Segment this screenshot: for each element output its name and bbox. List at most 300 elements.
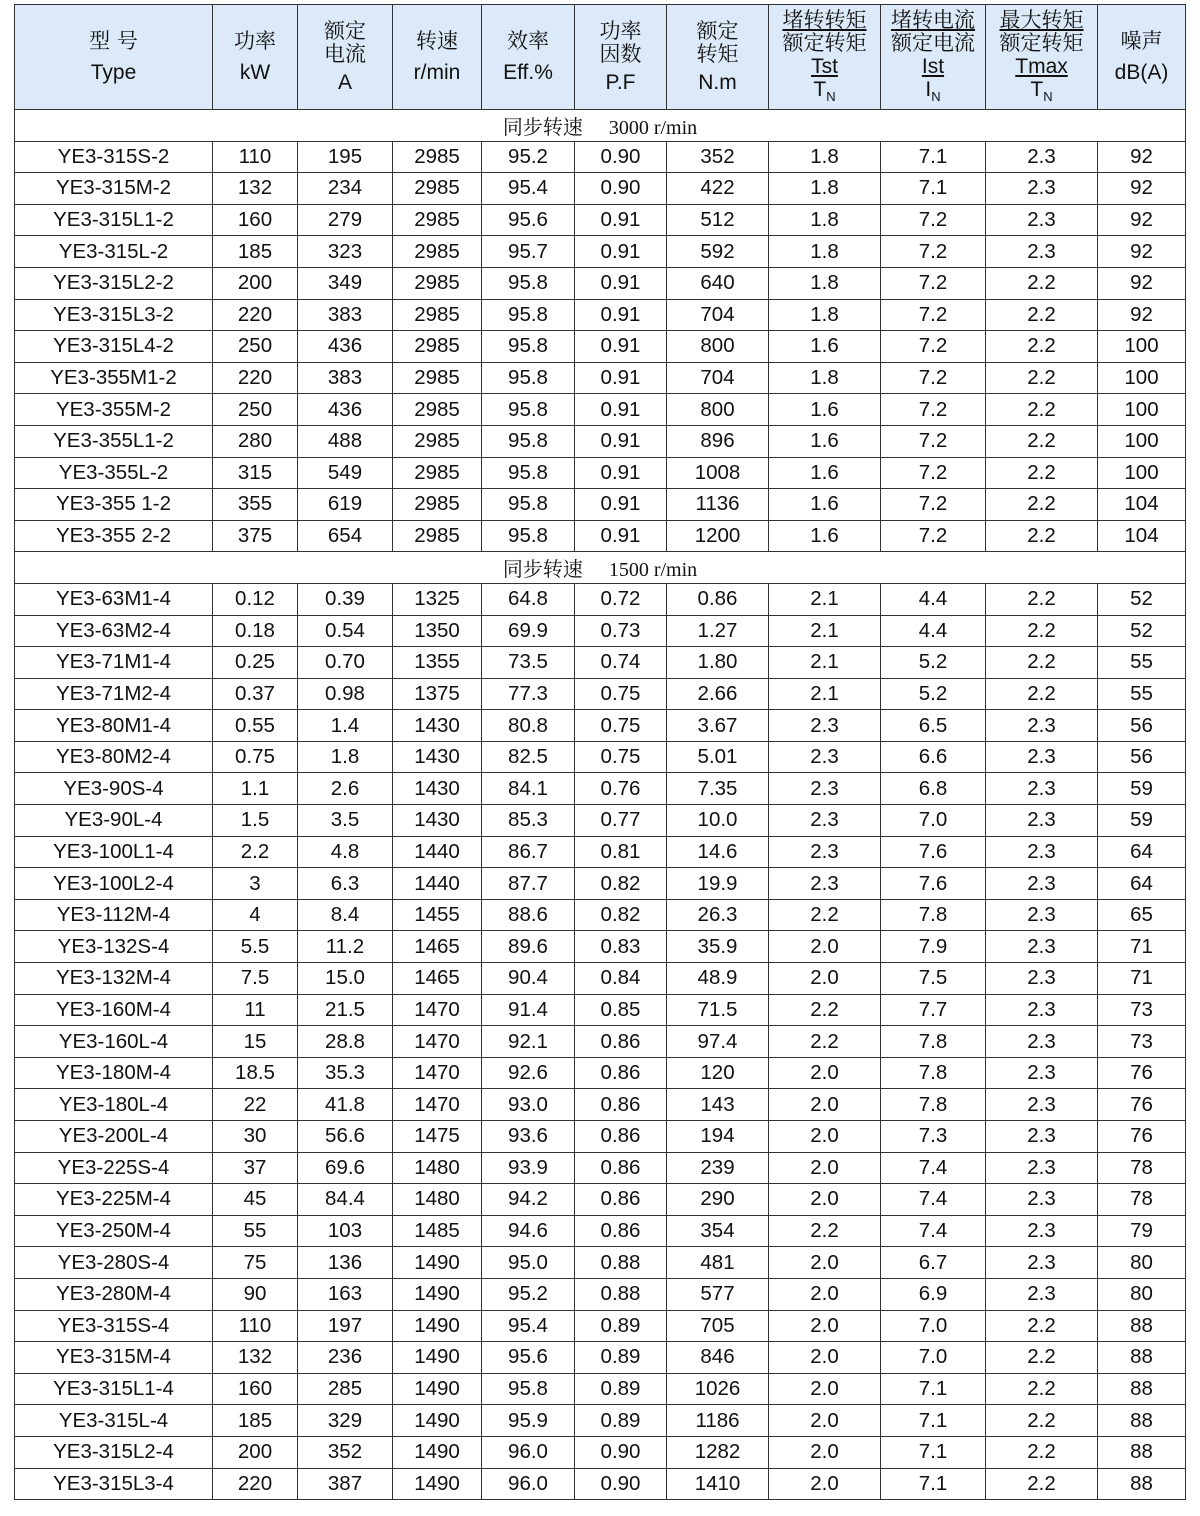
cell-tst-ratio: 2.3 xyxy=(769,741,881,773)
cell-tst-ratio: 1.8 xyxy=(769,299,881,331)
cell-type: YE3-315S-2 xyxy=(15,141,213,173)
cell-tmax-ratio: 2.3 xyxy=(986,1089,1098,1121)
cell-efficiency: 95.8 xyxy=(482,489,575,521)
cell-type: YE3-315L-4 xyxy=(15,1405,213,1437)
cell-efficiency: 88.6 xyxy=(482,899,575,931)
cell-tmax-ratio: 2.3 xyxy=(986,741,1098,773)
table-row xyxy=(15,489,1186,521)
cell-rated-torque: 1136 xyxy=(667,489,769,521)
cell-noise: 52 xyxy=(1098,583,1186,615)
cell-power-factor: 0.86 xyxy=(575,1057,667,1089)
cell-type: YE3-315S-4 xyxy=(15,1310,213,1342)
cell-noise: 88 xyxy=(1098,1405,1186,1437)
cell-ist-ratio: 7.4 xyxy=(881,1184,986,1216)
cell-noise: 59 xyxy=(1098,773,1186,805)
cell-rated-torque: 19.9 xyxy=(667,868,769,900)
cell-power: 160 xyxy=(213,204,298,236)
table-row xyxy=(15,1342,1186,1374)
cell-type: YE3-355M1-2 xyxy=(15,362,213,394)
cell-tmax-ratio: 2.2 xyxy=(986,520,1098,552)
cell-power-factor: 0.77 xyxy=(575,805,667,837)
cell-power-factor: 0.72 xyxy=(575,583,667,615)
cell-tmax-ratio: 2.3 xyxy=(986,931,1098,963)
cell-current: 197 xyxy=(298,1310,393,1342)
table-row xyxy=(15,1184,1186,1216)
cell-power: 7.5 xyxy=(213,963,298,995)
section-label xyxy=(15,552,1186,584)
cell-tst-ratio: 1.6 xyxy=(769,489,881,521)
cell-type: YE3-355L1-2 xyxy=(15,425,213,457)
cell-tmax-ratio: 2.3 xyxy=(986,868,1098,900)
cell-tmax-ratio: 2.3 xyxy=(986,1278,1098,1310)
cell-rated-torque: 512 xyxy=(667,204,769,236)
cell-ist-ratio: 7.1 xyxy=(881,1468,986,1500)
header-efficiency: 效率 Eff.% xyxy=(482,5,575,110)
table-row xyxy=(15,1436,1186,1468)
cell-current: 28.8 xyxy=(298,1026,393,1058)
cell-power: 11 xyxy=(213,994,298,1026)
cell-current: 15.0 xyxy=(298,963,393,995)
cell-power: 0.55 xyxy=(213,710,298,742)
cell-rated-torque: 1008 xyxy=(667,457,769,489)
cell-tst-ratio: 1.8 xyxy=(769,204,881,236)
cell-rated-torque: 290 xyxy=(667,1184,769,1216)
cell-tst-ratio: 2.2 xyxy=(769,994,881,1026)
cell-tmax-ratio: 2.2 xyxy=(986,615,1098,647)
table-row xyxy=(15,583,1186,615)
cell-tmax-ratio: 2.3 xyxy=(986,773,1098,805)
cell-current: 436 xyxy=(298,331,393,363)
table-row xyxy=(15,868,1186,900)
cell-speed: 2985 xyxy=(393,489,482,521)
table-row xyxy=(15,141,1186,173)
cell-power-factor: 0.83 xyxy=(575,931,667,963)
cell-speed: 1490 xyxy=(393,1247,482,1279)
cell-power: 250 xyxy=(213,394,298,426)
cell-rated-torque: 577 xyxy=(667,1278,769,1310)
cell-noise: 88 xyxy=(1098,1468,1186,1500)
cell-ist-ratio: 7.0 xyxy=(881,1310,986,1342)
cell-speed: 1375 xyxy=(393,678,482,710)
cell-speed: 2985 xyxy=(393,299,482,331)
cell-power: 0.18 xyxy=(213,615,298,647)
cell-power: 220 xyxy=(213,1468,298,1500)
cell-speed: 1480 xyxy=(393,1152,482,1184)
table-row xyxy=(15,710,1186,742)
cell-power-factor: 0.91 xyxy=(575,489,667,521)
cell-power-factor: 0.91 xyxy=(575,236,667,268)
cell-noise: 73 xyxy=(1098,1026,1186,1058)
cell-current: 56.6 xyxy=(298,1121,393,1153)
cell-tmax-ratio: 2.3 xyxy=(986,836,1098,868)
cell-ist-ratio: 7.8 xyxy=(881,899,986,931)
cell-rated-torque: 1200 xyxy=(667,520,769,552)
table-row xyxy=(15,362,1186,394)
cell-type: YE3-100L2-4 xyxy=(15,868,213,900)
cell-current: 84.4 xyxy=(298,1184,393,1216)
cell-power: 160 xyxy=(213,1373,298,1405)
section-label-speed: 1500 r/min xyxy=(608,559,698,582)
cell-rated-torque: 143 xyxy=(667,1089,769,1121)
motor-spec-sheet xyxy=(14,4,1186,1500)
cell-tmax-ratio: 2.2 xyxy=(986,1468,1098,1500)
cell-ist-ratio: 7.0 xyxy=(881,805,986,837)
cell-speed: 2985 xyxy=(393,362,482,394)
cell-current: 387 xyxy=(298,1468,393,1500)
cell-type: YE3-63M1-4 xyxy=(15,583,213,615)
cell-efficiency: 95.6 xyxy=(482,204,575,236)
cell-ist-ratio: 7.8 xyxy=(881,1089,986,1121)
cell-power: 1.5 xyxy=(213,805,298,837)
cell-noise: 73 xyxy=(1098,994,1186,1026)
cell-efficiency: 95.4 xyxy=(482,173,575,205)
cell-noise: 76 xyxy=(1098,1121,1186,1153)
cell-power: 5.5 xyxy=(213,931,298,963)
cell-power-factor: 0.74 xyxy=(575,647,667,679)
cell-tmax-ratio: 2.2 xyxy=(986,1310,1098,1342)
section-header-row xyxy=(15,552,1186,584)
table-row xyxy=(15,1057,1186,1089)
cell-power-factor: 0.91 xyxy=(575,394,667,426)
cell-noise: 92 xyxy=(1098,204,1186,236)
cell-rated-torque: 1282 xyxy=(667,1436,769,1468)
cell-tst-ratio: 2.1 xyxy=(769,647,881,679)
cell-power: 4 xyxy=(213,899,298,931)
cell-tmax-ratio: 2.3 xyxy=(986,236,1098,268)
table-row xyxy=(15,1310,1186,1342)
cell-type: YE3-80M2-4 xyxy=(15,741,213,773)
cell-type: YE3-315L1-4 xyxy=(15,1373,213,1405)
cell-current: 234 xyxy=(298,173,393,205)
cell-tst-ratio: 2.0 xyxy=(769,1405,881,1437)
cell-tmax-ratio: 2.3 xyxy=(986,994,1098,1026)
cell-tmax-ratio: 2.2 xyxy=(986,583,1098,615)
cell-type: YE3-90S-4 xyxy=(15,773,213,805)
cell-tmax-ratio: 2.2 xyxy=(986,362,1098,394)
cell-noise: 64 xyxy=(1098,868,1186,900)
cell-tmax-ratio: 2.3 xyxy=(986,899,1098,931)
cell-current: 0.54 xyxy=(298,615,393,647)
cell-speed: 2985 xyxy=(393,236,482,268)
cell-power: 45 xyxy=(213,1184,298,1216)
cell-rated-torque: 640 xyxy=(667,267,769,299)
header-row xyxy=(15,5,1186,110)
cell-speed: 1490 xyxy=(393,1436,482,1468)
cell-power: 75 xyxy=(213,1247,298,1279)
cell-tmax-ratio: 2.3 xyxy=(986,173,1098,205)
cell-noise: 76 xyxy=(1098,1057,1186,1089)
cell-efficiency: 96.0 xyxy=(482,1436,575,1468)
cell-ist-ratio: 5.2 xyxy=(881,678,986,710)
cell-type: YE3-71M1-4 xyxy=(15,647,213,679)
cell-current: 69.6 xyxy=(298,1152,393,1184)
cell-power-factor: 0.89 xyxy=(575,1310,667,1342)
cell-efficiency: 94.6 xyxy=(482,1215,575,1247)
cell-power: 0.12 xyxy=(213,583,298,615)
cell-power-factor: 0.86 xyxy=(575,1089,667,1121)
cell-power-factor: 0.75 xyxy=(575,678,667,710)
cell-type: YE3-315L3-2 xyxy=(15,299,213,331)
section-label-speed: 3000 r/min xyxy=(608,116,698,139)
cell-power-factor: 0.82 xyxy=(575,899,667,931)
cell-ist-ratio: 7.2 xyxy=(881,425,986,457)
cell-tst-ratio: 1.8 xyxy=(769,267,881,299)
cell-power-factor: 0.89 xyxy=(575,1373,667,1405)
cell-power: 0.37 xyxy=(213,678,298,710)
header-current: 额定电流 A xyxy=(298,5,393,110)
cell-efficiency: 95.8 xyxy=(482,457,575,489)
cell-power-factor: 0.89 xyxy=(575,1342,667,1374)
header-locked-torque-ratio: 堵转转矩 额定转矩 Tst $T_N$ xyxy=(769,5,881,110)
cell-speed: 2985 xyxy=(393,267,482,299)
table-row xyxy=(15,1215,1186,1247)
cell-rated-torque: 1026 xyxy=(667,1373,769,1405)
cell-noise: 55 xyxy=(1098,647,1186,679)
cell-tst-ratio: 1.8 xyxy=(769,141,881,173)
cell-noise: 78 xyxy=(1098,1184,1186,1216)
cell-noise: 92 xyxy=(1098,236,1186,268)
cell-speed: 2985 xyxy=(393,204,482,236)
cell-power: 90 xyxy=(213,1278,298,1310)
cell-type: YE3-280S-4 xyxy=(15,1247,213,1279)
cell-power-factor: 0.90 xyxy=(575,1468,667,1500)
cell-tst-ratio: 2.1 xyxy=(769,615,881,647)
cell-noise: 100 xyxy=(1098,394,1186,426)
cell-speed: 1465 xyxy=(393,963,482,995)
cell-current: 41.8 xyxy=(298,1089,393,1121)
cell-rated-torque: 35.9 xyxy=(667,931,769,963)
table-row xyxy=(15,741,1186,773)
cell-noise: 100 xyxy=(1098,457,1186,489)
cell-noise: 64 xyxy=(1098,836,1186,868)
cell-power: 375 xyxy=(213,520,298,552)
cell-power-factor: 0.91 xyxy=(575,204,667,236)
cell-rated-torque: 71.5 xyxy=(667,994,769,1026)
cell-type: YE3-315M-4 xyxy=(15,1342,213,1374)
cell-ist-ratio: 7.9 xyxy=(881,931,986,963)
cell-tst-ratio: 2.2 xyxy=(769,899,881,931)
cell-efficiency: 95.8 xyxy=(482,520,575,552)
cell-noise: 100 xyxy=(1098,425,1186,457)
cell-efficiency: 77.3 xyxy=(482,678,575,710)
cell-tst-ratio: 2.0 xyxy=(769,963,881,995)
cell-power-factor: 0.86 xyxy=(575,1026,667,1058)
cell-tmax-ratio: 2.2 xyxy=(986,1373,1098,1405)
table-row xyxy=(15,1089,1186,1121)
cell-speed: 1475 xyxy=(393,1121,482,1153)
cell-efficiency: 85.3 xyxy=(482,805,575,837)
cell-rated-torque: 1.27 xyxy=(667,615,769,647)
cell-power: 110 xyxy=(213,141,298,173)
cell-efficiency: 94.2 xyxy=(482,1184,575,1216)
cell-tst-ratio: 2.0 xyxy=(769,1121,881,1153)
cell-noise: 92 xyxy=(1098,299,1186,331)
cell-current: 1.4 xyxy=(298,710,393,742)
cell-power: 22 xyxy=(213,1089,298,1121)
cell-current: 323 xyxy=(298,236,393,268)
cell-noise: 65 xyxy=(1098,899,1186,931)
cell-efficiency: 95.8 xyxy=(482,299,575,331)
cell-power: 315 xyxy=(213,457,298,489)
table-row xyxy=(15,394,1186,426)
cell-power-factor: 0.90 xyxy=(575,141,667,173)
cell-type: YE3-132S-4 xyxy=(15,931,213,963)
cell-ist-ratio: 6.8 xyxy=(881,773,986,805)
cell-type: YE3-280M-4 xyxy=(15,1278,213,1310)
section-label-cn: 同步转速 xyxy=(502,559,583,582)
cell-power: 2.2 xyxy=(213,836,298,868)
cell-type: YE3-315L-2 xyxy=(15,236,213,268)
cell-rated-torque: 0.86 xyxy=(667,583,769,615)
cell-noise: 88 xyxy=(1098,1310,1186,1342)
cell-noise: 71 xyxy=(1098,963,1186,995)
cell-tst-ratio: 1.6 xyxy=(769,425,881,457)
cell-power-factor: 0.89 xyxy=(575,1405,667,1437)
cell-current: 136 xyxy=(298,1247,393,1279)
cell-current: 488 xyxy=(298,425,393,457)
cell-noise: 78 xyxy=(1098,1152,1186,1184)
cell-current: 195 xyxy=(298,141,393,173)
cell-type: YE3-160M-4 xyxy=(15,994,213,1026)
cell-power-factor: 0.86 xyxy=(575,1152,667,1184)
cell-tst-ratio: 2.2 xyxy=(769,1215,881,1247)
cell-speed: 1470 xyxy=(393,1057,482,1089)
cell-rated-torque: 120 xyxy=(667,1057,769,1089)
cell-type: YE3-71M2-4 xyxy=(15,678,213,710)
cell-rated-torque: 48.9 xyxy=(667,963,769,995)
cell-efficiency: 90.4 xyxy=(482,963,575,995)
cell-tst-ratio: 2.0 xyxy=(769,1373,881,1405)
cell-efficiency: 95.4 xyxy=(482,1310,575,1342)
cell-power: 185 xyxy=(213,236,298,268)
cell-speed: 1490 xyxy=(393,1405,482,1437)
table-row xyxy=(15,615,1186,647)
table-row xyxy=(15,299,1186,331)
cell-rated-torque: 481 xyxy=(667,1247,769,1279)
cell-power-factor: 0.81 xyxy=(575,836,667,868)
cell-speed: 1490 xyxy=(393,1310,482,1342)
cell-power-factor: 0.91 xyxy=(575,520,667,552)
cell-power-factor: 0.88 xyxy=(575,1247,667,1279)
cell-ist-ratio: 7.8 xyxy=(881,1026,986,1058)
cell-tst-ratio: 2.0 xyxy=(769,1184,881,1216)
cell-noise: 88 xyxy=(1098,1436,1186,1468)
cell-noise: 59 xyxy=(1098,805,1186,837)
cell-ist-ratio: 7.1 xyxy=(881,173,986,205)
cell-tmax-ratio: 2.2 xyxy=(986,647,1098,679)
cell-efficiency: 93.0 xyxy=(482,1089,575,1121)
cell-noise: 80 xyxy=(1098,1247,1186,1279)
cell-noise: 79 xyxy=(1098,1215,1186,1247)
cell-speed: 1465 xyxy=(393,931,482,963)
cell-power: 0.75 xyxy=(213,741,298,773)
cell-ist-ratio: 7.1 xyxy=(881,1405,986,1437)
cell-rated-torque: 1186 xyxy=(667,1405,769,1437)
cell-tmax-ratio: 2.2 xyxy=(986,678,1098,710)
cell-rated-torque: 26.3 xyxy=(667,899,769,931)
cell-rated-torque: 239 xyxy=(667,1152,769,1184)
cell-type: YE3-250M-4 xyxy=(15,1215,213,1247)
cell-type: YE3-315L4-2 xyxy=(15,331,213,363)
table-row xyxy=(15,836,1186,868)
cell-power: 37 xyxy=(213,1152,298,1184)
cell-power: 110 xyxy=(213,1310,298,1342)
header-noise: 噪声 dB(A) xyxy=(1098,5,1186,110)
cell-current: 436 xyxy=(298,394,393,426)
cell-efficiency: 95.0 xyxy=(482,1247,575,1279)
motor-spec-table xyxy=(14,4,1186,1500)
cell-tst-ratio: 2.0 xyxy=(769,931,881,963)
cell-current: 383 xyxy=(298,299,393,331)
cell-type: YE3-315L3-4 xyxy=(15,1468,213,1500)
cell-efficiency: 92.1 xyxy=(482,1026,575,1058)
cell-speed: 1470 xyxy=(393,1089,482,1121)
cell-ist-ratio: 7.2 xyxy=(881,457,986,489)
cell-power-factor: 0.82 xyxy=(575,868,667,900)
cell-current: 0.39 xyxy=(298,583,393,615)
cell-tst-ratio: 1.8 xyxy=(769,236,881,268)
table-row xyxy=(15,1468,1186,1500)
cell-power: 30 xyxy=(213,1121,298,1153)
cell-speed: 2985 xyxy=(393,520,482,552)
cell-type: YE3-355 1-2 xyxy=(15,489,213,521)
cell-speed: 1440 xyxy=(393,868,482,900)
cell-power: 3 xyxy=(213,868,298,900)
cell-ist-ratio: 7.2 xyxy=(881,331,986,363)
cell-tmax-ratio: 2.3 xyxy=(986,963,1098,995)
cell-ist-ratio: 7.2 xyxy=(881,236,986,268)
cell-speed: 1470 xyxy=(393,994,482,1026)
cell-efficiency: 87.7 xyxy=(482,868,575,900)
cell-current: 349 xyxy=(298,267,393,299)
cell-efficiency: 96.0 xyxy=(482,1468,575,1500)
cell-ist-ratio: 7.3 xyxy=(881,1121,986,1153)
cell-tst-ratio: 2.0 xyxy=(769,1342,881,1374)
cell-type: YE3-100L1-4 xyxy=(15,836,213,868)
header-rated-torque: 额定转矩 N.m xyxy=(667,5,769,110)
cell-speed: 1325 xyxy=(393,583,482,615)
section-header-row xyxy=(15,110,1186,142)
cell-rated-torque: 1410 xyxy=(667,1468,769,1500)
cell-efficiency: 86.7 xyxy=(482,836,575,868)
cell-power: 200 xyxy=(213,1436,298,1468)
cell-efficiency: 92.6 xyxy=(482,1057,575,1089)
cell-ist-ratio: 7.6 xyxy=(881,868,986,900)
cell-power-factor: 0.91 xyxy=(575,331,667,363)
cell-tmax-ratio: 2.2 xyxy=(986,299,1098,331)
cell-power-factor: 0.75 xyxy=(575,741,667,773)
cell-type: YE3-355L-2 xyxy=(15,457,213,489)
cell-tmax-ratio: 2.2 xyxy=(986,331,1098,363)
table-row xyxy=(15,647,1186,679)
cell-efficiency: 69.9 xyxy=(482,615,575,647)
cell-efficiency: 95.8 xyxy=(482,394,575,426)
cell-power: 355 xyxy=(213,489,298,521)
cell-tst-ratio: 2.3 xyxy=(769,805,881,837)
cell-speed: 1470 xyxy=(393,1026,482,1058)
cell-rated-torque: 704 xyxy=(667,299,769,331)
cell-tst-ratio: 2.0 xyxy=(769,1278,881,1310)
cell-current: 163 xyxy=(298,1278,393,1310)
cell-tst-ratio: 2.2 xyxy=(769,1026,881,1058)
cell-current: 329 xyxy=(298,1405,393,1437)
cell-power-factor: 0.90 xyxy=(575,173,667,205)
cell-speed: 2985 xyxy=(393,141,482,173)
cell-tst-ratio: 2.3 xyxy=(769,868,881,900)
cell-rated-torque: 1.80 xyxy=(667,647,769,679)
cell-speed: 2985 xyxy=(393,331,482,363)
cell-current: 103 xyxy=(298,1215,393,1247)
